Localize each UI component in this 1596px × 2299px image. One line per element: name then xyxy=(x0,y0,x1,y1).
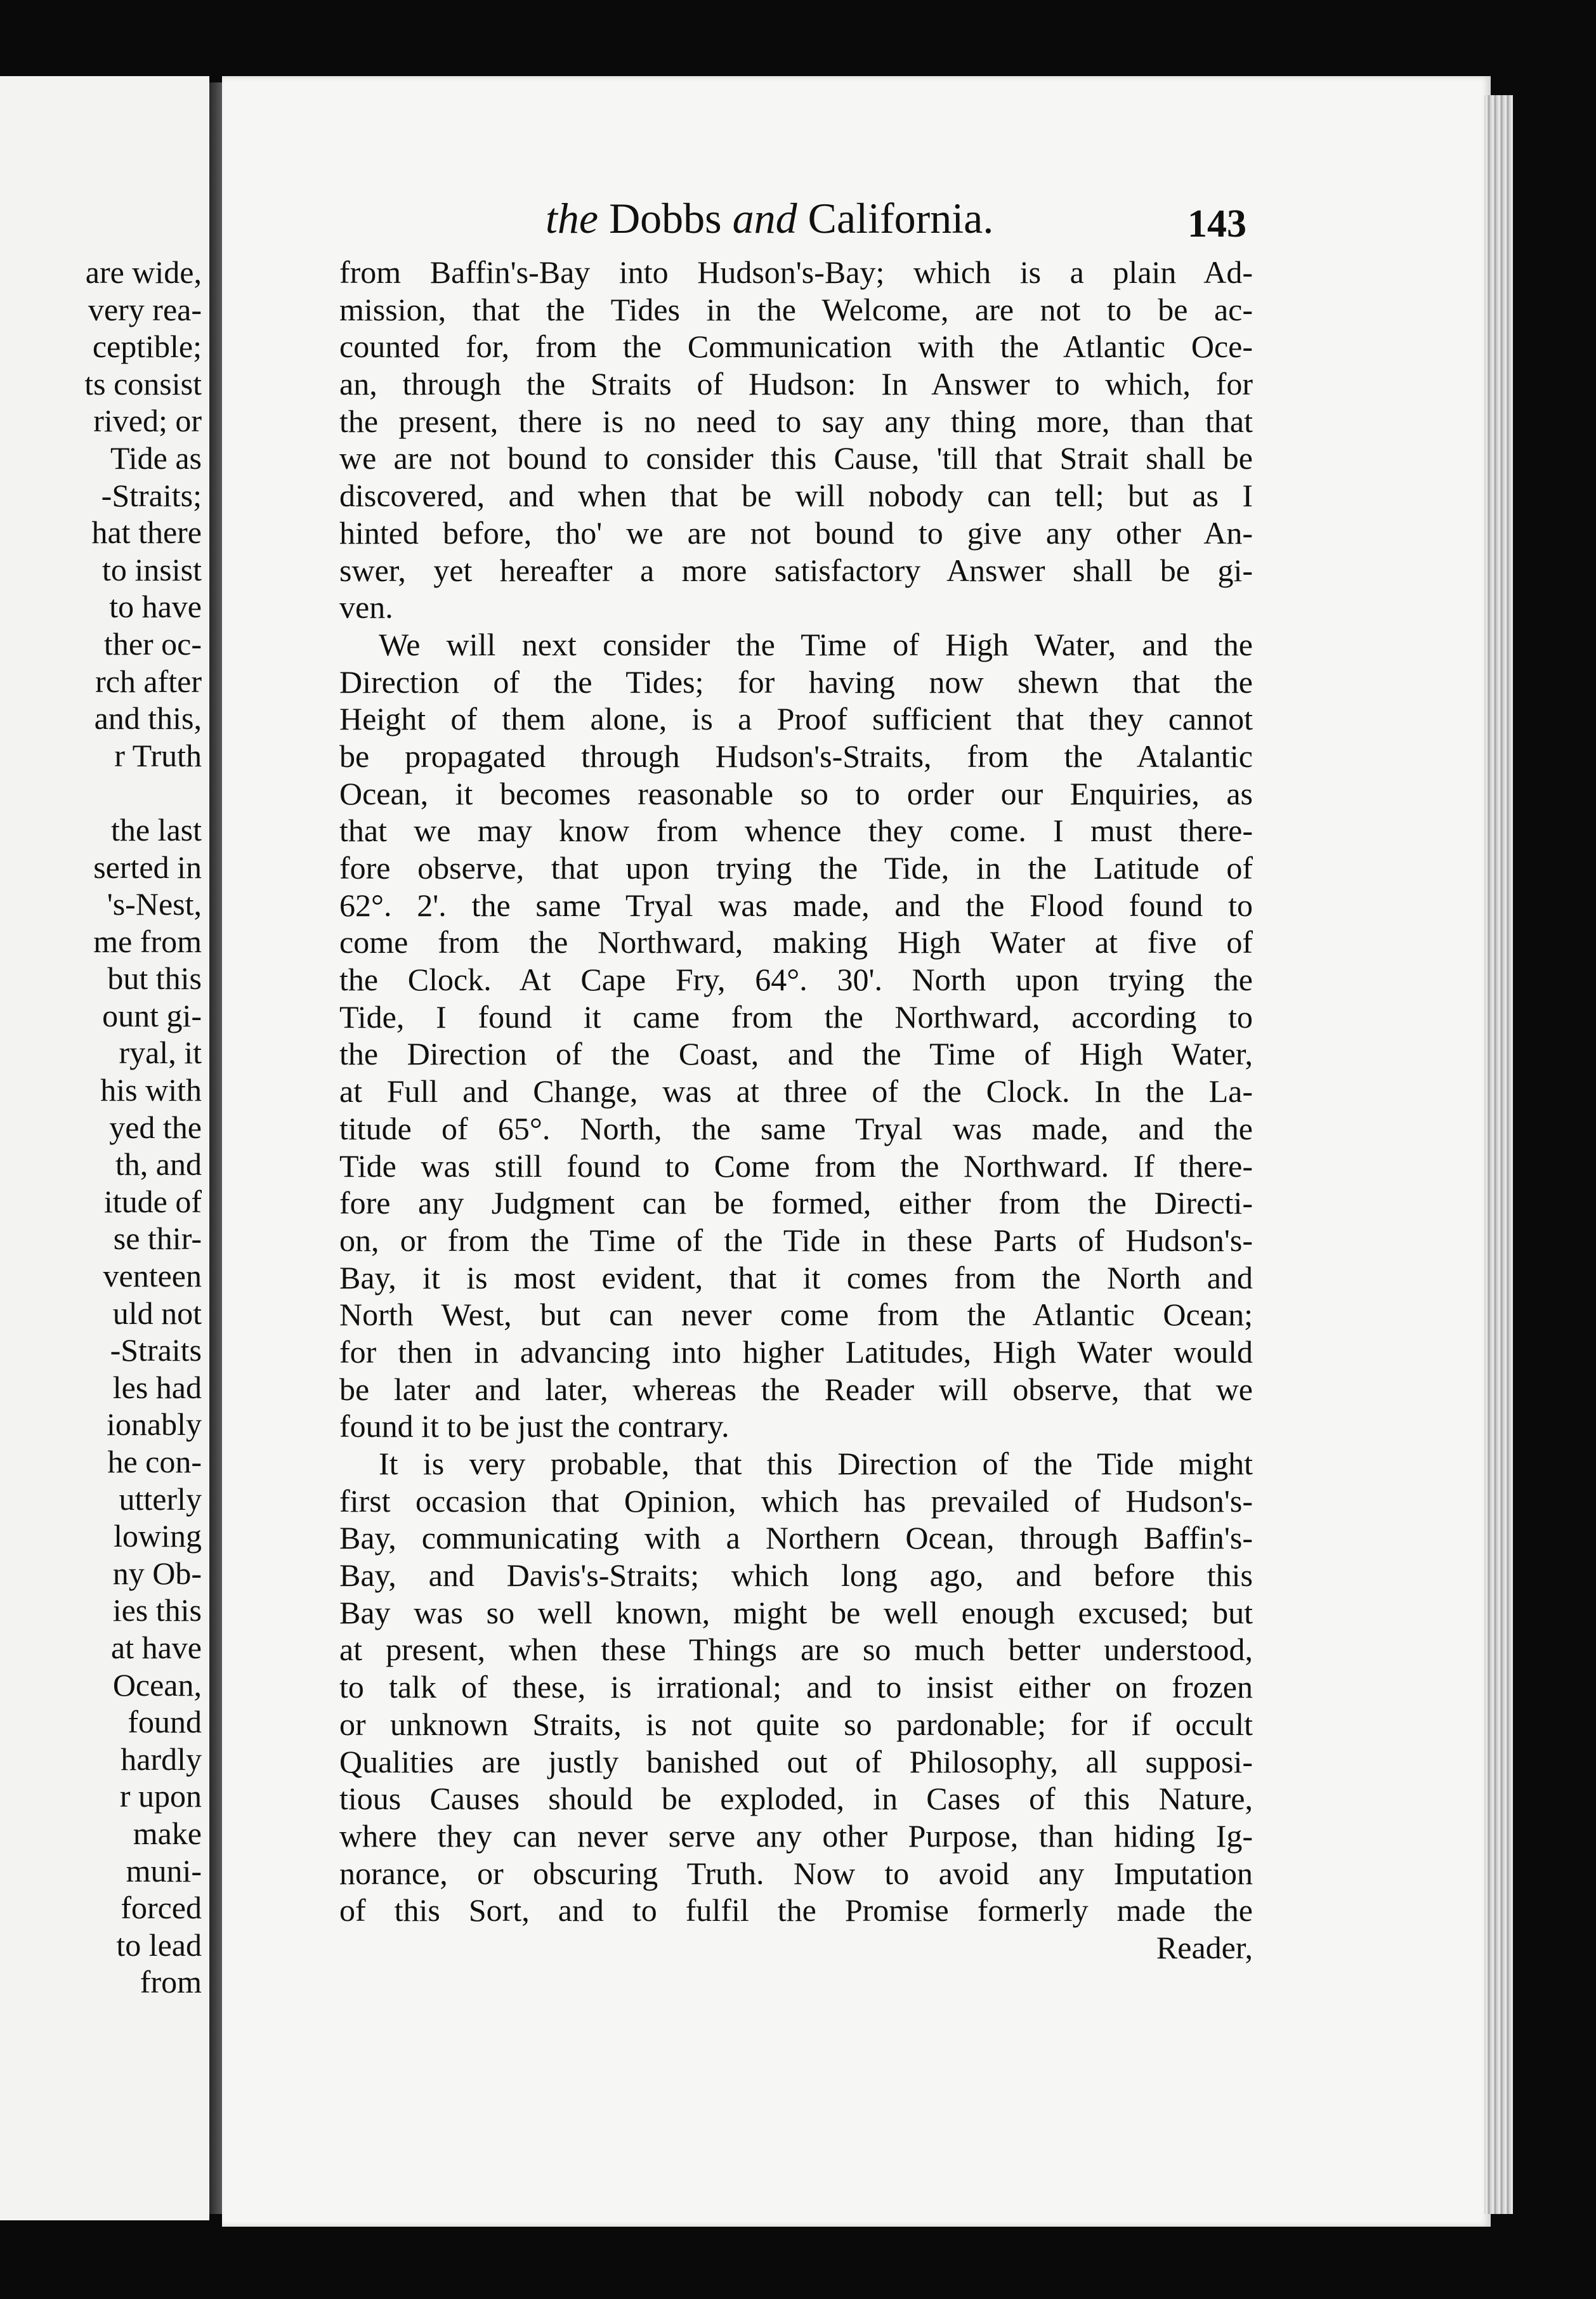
text-line: Bay, communicating with a Northern Ocean, through Baffin's- xyxy=(339,1520,1253,1556)
text-line: the Clock. At Cape Fry, 64°. 30'. North upon trying the xyxy=(339,962,1253,998)
text-line: counted for, from the Communication with the Atlantic Oce- xyxy=(339,329,1253,365)
facing-page-line: ies this xyxy=(112,1592,202,1628)
text-line: Qualities are justly banished out of Philosophy, all supposi- xyxy=(339,1743,1253,1779)
facing-page-line: venteen xyxy=(103,1258,202,1294)
text-line: Tide was still found to Come from the Northward. If there- xyxy=(339,1148,1253,1184)
facing-page-line: Ocean, xyxy=(112,1667,202,1703)
facing-page-line: 's-Nest, xyxy=(107,886,202,922)
facing-page-line: ionably xyxy=(107,1406,202,1443)
facing-page-line: uld not xyxy=(112,1295,202,1331)
facing-page-line: to have xyxy=(109,589,202,625)
text-line: come from the Northward, making High Water at five of xyxy=(339,924,1253,960)
text-line: or unknown Straits, is not quite so pardonable; for if occult xyxy=(339,1706,1253,1742)
text-line: North West, but can never come from the Atlantic Ocean; xyxy=(339,1297,1253,1333)
facing-page-line: are wide, xyxy=(85,254,202,290)
text-line: tious Causes should be exploded, in Cases of this Nature, xyxy=(339,1781,1253,1817)
running-header-dobbs: Dobbs xyxy=(609,194,722,242)
text-line: found it to be just the contrary. xyxy=(339,1408,729,1444)
text-line: fore observe, that upon trying the Tide, in the Latitude of xyxy=(339,850,1253,886)
text-line: norance, or obscuring Truth. Now to avoid any Imputation xyxy=(339,1855,1253,1891)
text-line: first occasion that Opinion, which has prevailed of Hudson's- xyxy=(339,1483,1253,1519)
facing-page-line xyxy=(0,774,202,811)
facing-page-line: ny Ob- xyxy=(112,1555,202,1591)
facing-page-line: ryal, it xyxy=(119,1035,202,1071)
facing-page-line: at have xyxy=(111,1629,202,1665)
text-line: be propagated through Hudson's-Straits, from the Atalantic xyxy=(339,738,1253,774)
text-line: be later and later, whereas the Reader will observe, that we xyxy=(339,1371,1253,1407)
facing-page-line: r Truth xyxy=(114,737,202,773)
facing-page-line: found xyxy=(128,1704,202,1740)
facing-page-line: from xyxy=(140,1964,202,2000)
text-line: Tide, I found it came from the Northward, according to xyxy=(339,999,1253,1035)
body-text xyxy=(339,254,1253,1967)
facing-page-line: me from xyxy=(93,923,202,959)
facing-page-line: hat there xyxy=(91,514,202,551)
facing-page-line: he con- xyxy=(107,1444,202,1479)
facing-page-line: lowing xyxy=(114,1518,202,1554)
facing-page-line: rived; or xyxy=(93,403,202,439)
page-edges xyxy=(1484,95,1513,2214)
text-line: from Baffin's-Bay into Hudson's-Bay; which is a plain Ad- xyxy=(339,254,1253,290)
facing-page-line: yed the xyxy=(109,1109,202,1145)
text-line: for then in advancing into higher Latitudes, High Water would xyxy=(339,1333,1253,1370)
text-line: at Full and Change, was at three of the Clock. In the La- xyxy=(339,1073,1253,1110)
facing-page-line: -Straits xyxy=(110,1332,202,1368)
facing-page-line: to lead xyxy=(116,1927,202,1963)
text-line: Ocean, it becomes reasonable so to order our Enquiries, as xyxy=(339,775,1253,811)
facing-page-line: se thir- xyxy=(113,1221,202,1257)
facing-page-line: ther oc- xyxy=(103,626,202,662)
facing-page-line: the last xyxy=(110,811,202,848)
facing-page-line: r upon xyxy=(119,1778,202,1814)
facing-page-line: ceptible; xyxy=(92,329,202,365)
facing-page-line: itude of xyxy=(103,1183,202,1219)
facing-page-line: forced xyxy=(121,1890,202,1926)
facing-page-line: serted in xyxy=(93,849,202,885)
page-number: 143 xyxy=(1187,202,1246,246)
text-line: It is very probable, that this Direction of the Tide might xyxy=(379,1446,1253,1481)
text-line: swer, yet hereafter a more satisfactory Answer shall be gi- xyxy=(339,552,1253,588)
text-line: on, or from the Time of the Tide in these Parts of Hudson's- xyxy=(339,1222,1253,1258)
text-line: 62°. 2'. the same Tryal was made, and the Flood found to xyxy=(339,887,1253,923)
text-line: to talk of these, is irrational; and to insist either on frozen xyxy=(339,1669,1253,1705)
facing-page-line: les had xyxy=(112,1369,202,1405)
facing-page-line: -Straits; xyxy=(101,477,202,513)
text-line: where they can never serve any other Purpose, than hiding Ig- xyxy=(339,1818,1253,1854)
facing-page-line: but this xyxy=(107,960,202,997)
text-line: fore any Judgment can be formed, either from the Directi- xyxy=(339,1185,1253,1221)
facing-page-line: to insist xyxy=(102,551,202,587)
running-header-the: the xyxy=(546,194,599,242)
text-line: that we may know from whence they come. I must there- xyxy=(339,813,1253,849)
text-line: mission, that the Tides in the Welcome, are not to be ac- xyxy=(339,291,1253,327)
facing-page-text-fragments xyxy=(0,254,202,2001)
text-line: of this Sort, and to fulfil the Promise formerly made the xyxy=(339,1892,1253,1929)
facing-page-line: muni- xyxy=(126,1852,202,1889)
text-line: hinted before, tho' we are not bound to give any other An- xyxy=(339,514,1253,551)
text-line: discovered, and when that be will nobody can tell; but as I xyxy=(339,478,1253,514)
text-line: the present, there is no need to say any thing more, than that xyxy=(339,403,1253,439)
facing-page-line: very rea- xyxy=(88,291,202,327)
facing-page-line: and this, xyxy=(94,700,202,737)
facing-page-line: hardly xyxy=(121,1741,202,1777)
text-line: at present, when these Things are so much better understood, xyxy=(339,1632,1253,1668)
text-line: ven. xyxy=(339,589,393,626)
facing-page-line: ount gi- xyxy=(102,997,202,1033)
facing-page-line: Tide as xyxy=(110,440,202,476)
text-line: Bay was so well known, might be well enough excused; but xyxy=(339,1594,1253,1630)
text-line: Bay, and Davis's-Straits; which long ago, and before this xyxy=(339,1557,1253,1594)
running-header-and: and xyxy=(732,194,797,242)
facing-page-line: his with xyxy=(100,1072,202,1108)
text-line: an, through the Straits of Hudson: In Answer to which, for xyxy=(339,366,1253,402)
facing-page-line: ts consist xyxy=(84,365,202,402)
facing-page-line: make xyxy=(133,1815,202,1851)
text-line: titude of 65°. North, the same Tryal was made, and the xyxy=(339,1110,1253,1146)
text-line: we are not bound to consider this Cause, 'till that Strait shall be xyxy=(339,440,1253,476)
running-header-california: California. xyxy=(808,194,994,242)
text-line: the Direction of the Coast, and the Time of High Water, xyxy=(339,1036,1253,1072)
text-line: Height of them alone, is a Proof sufficient that they cannot xyxy=(339,701,1253,737)
text-line: Direction of the Tides; for having now shewn that the xyxy=(339,664,1253,700)
facing-page-line: th, and xyxy=(115,1146,202,1182)
facing-page-line: rch after xyxy=(95,663,202,699)
running-header xyxy=(546,193,993,244)
text-line: We will next consider the Time of High Water, and the xyxy=(379,626,1253,662)
text-line: Bay, it is most evident, that it comes from the North and xyxy=(339,1259,1253,1295)
text-line: Reader, xyxy=(1156,1929,1253,1965)
facing-page-line: utterly xyxy=(119,1481,202,1517)
